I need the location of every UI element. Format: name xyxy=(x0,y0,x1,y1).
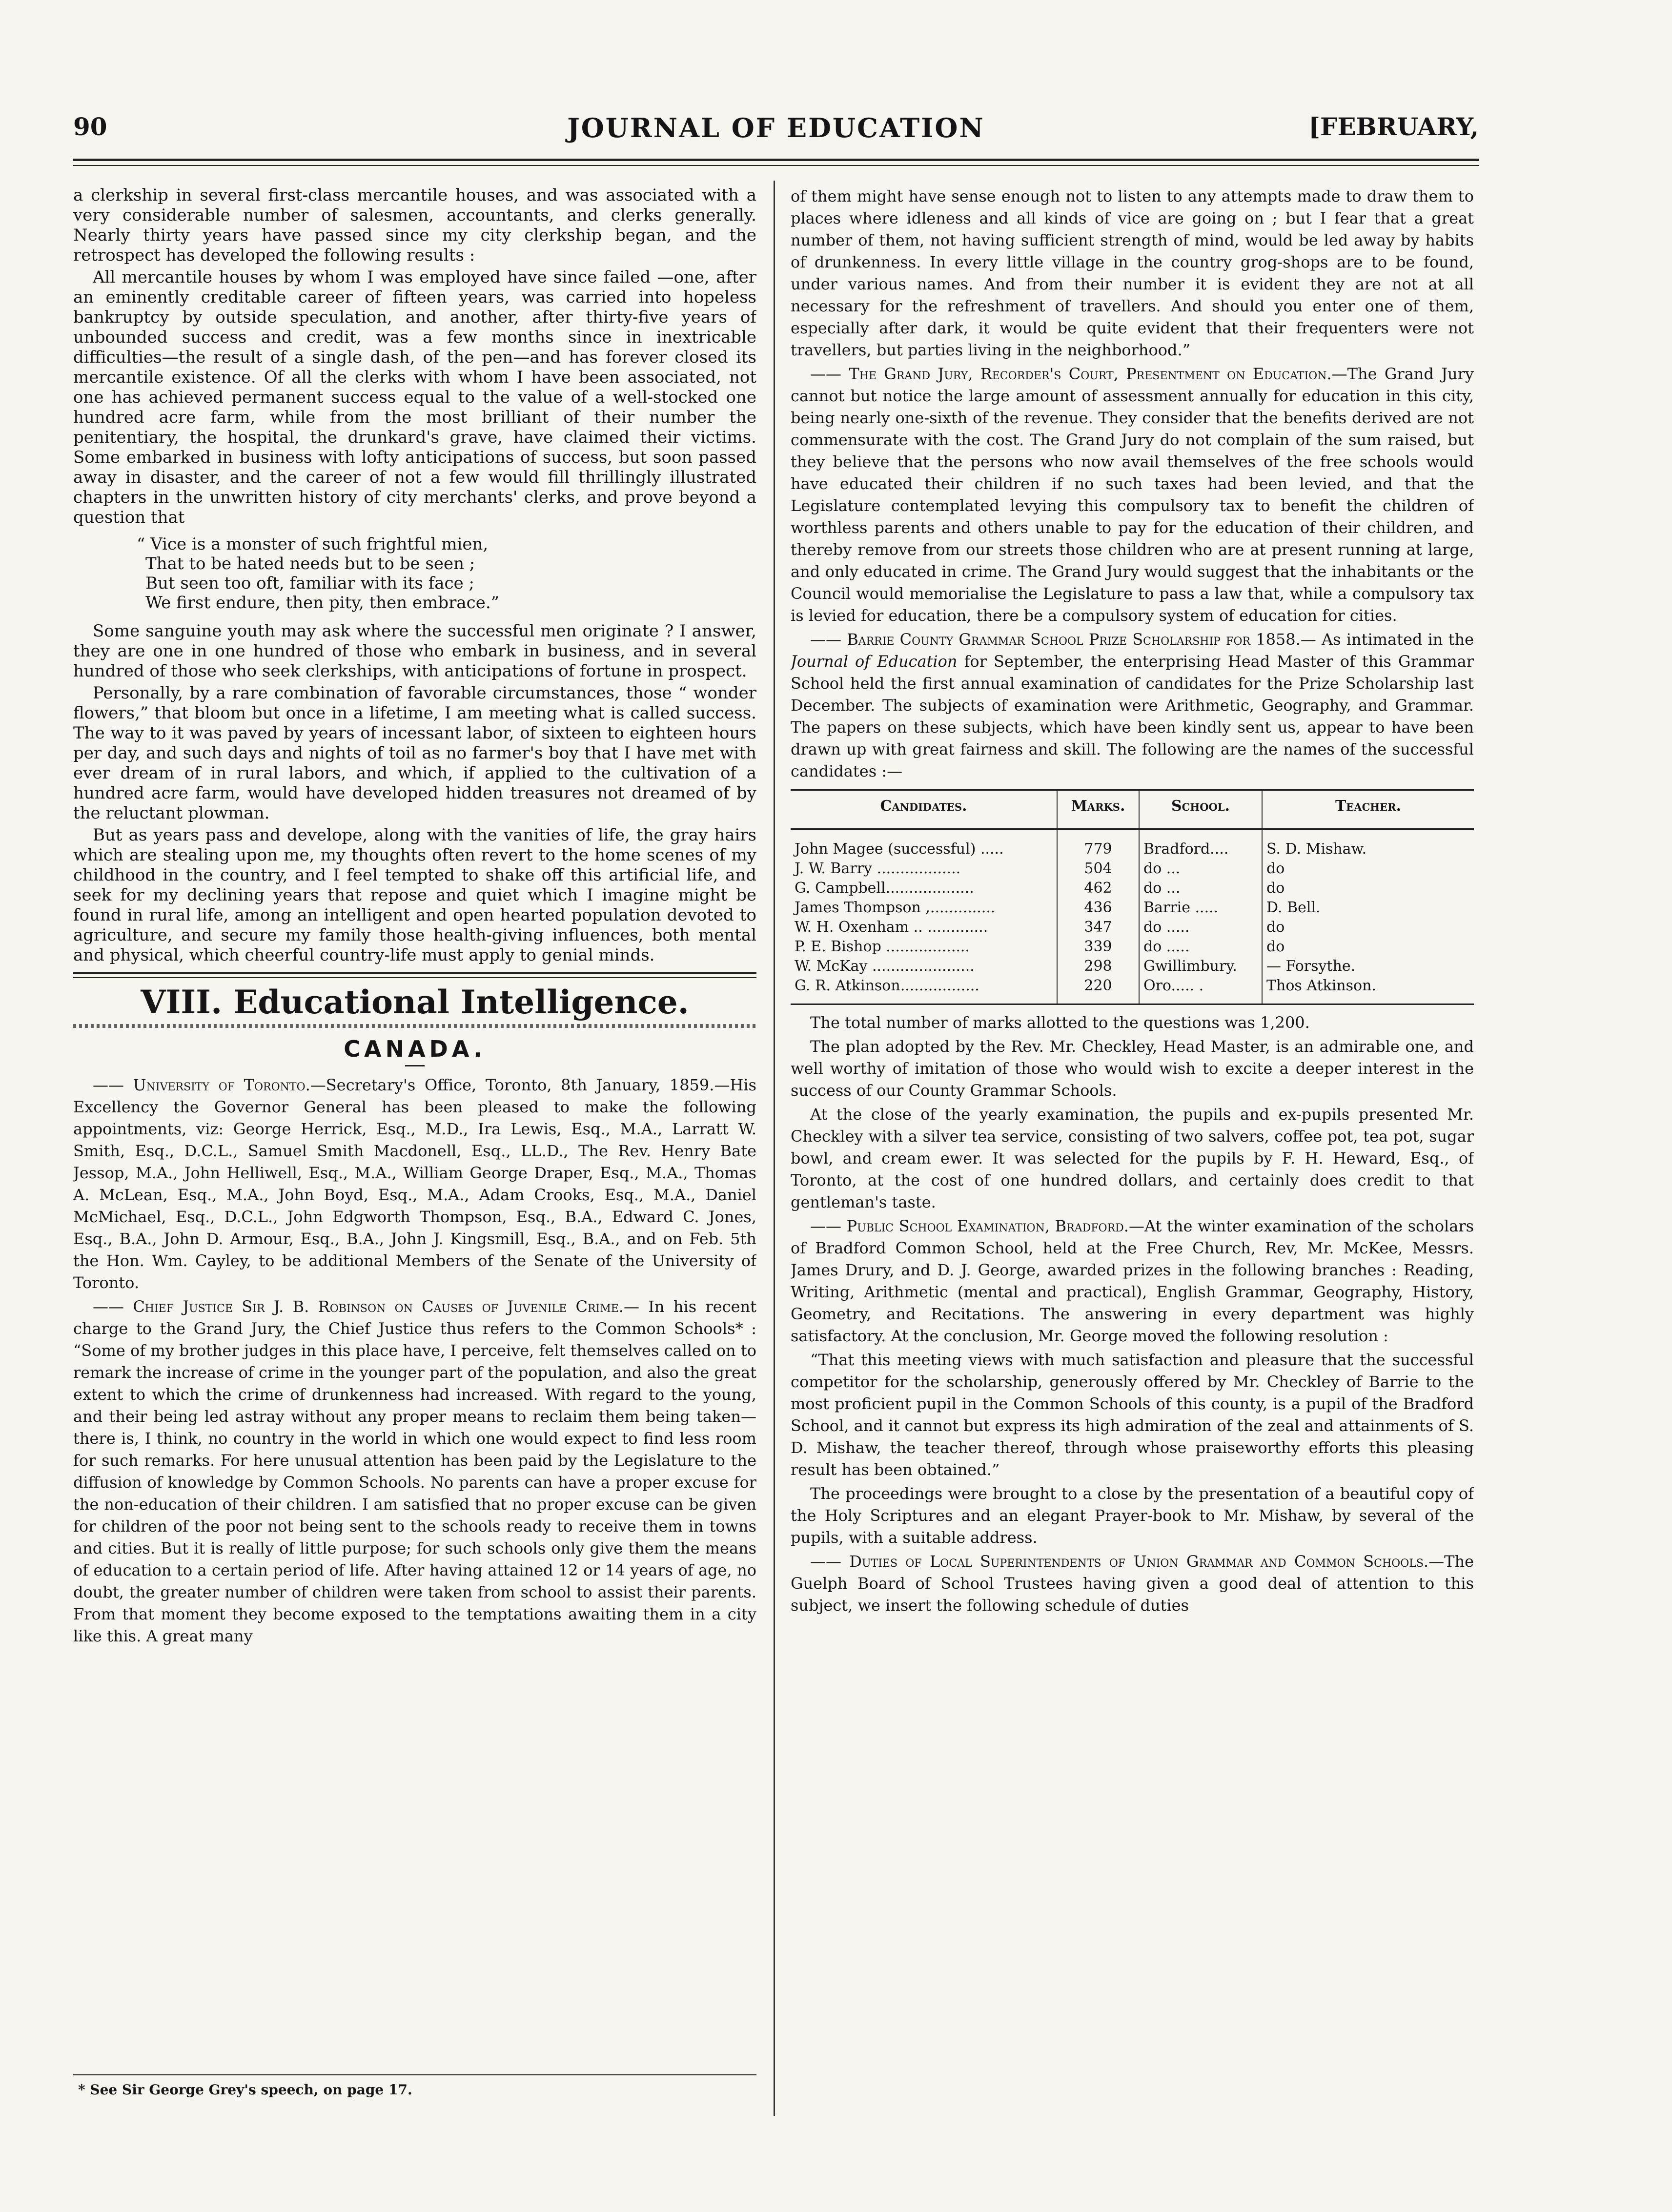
resolution-quote: “That this meeting views with much satisfaction and pleasure that the successful competitor for the scholarship, generously offered by Mr. Checkley of Barrie to the most proficient pupil in the Common Schools of this county, is a pupil of the Bradford School, and it cannot but express its high admiration of the zeal and attainments of S. D. Mishaw, the teacher thereof, through whose praiseworthy efforts this pleasing result has been obtained.” xyxy=(791,1351,1474,1479)
poem-line: “ Vice is a monster of such frightful mien, xyxy=(137,534,489,554)
item-text: for September, the enterprising Head Master of this Grammar School held the first annual examination of candidates for the Prize Scholarship last December. The subjects of examination were Arithmetic, Geography, and Grammar. The papers on these subjects, which have been kindly sent us, appear to have been drawn up with great fairness and skill. The following are the names of the successful candidates :— xyxy=(791,652,1474,780)
column-separator xyxy=(774,181,775,2116)
canada-heading: CANADA. xyxy=(344,1036,486,1062)
poem-line: But seen too oft, familiar with its face ; xyxy=(145,573,474,593)
page-month: [FEBRUARY, xyxy=(1308,112,1479,141)
item-text: — In his recent charge to the Grand Jury, the Chief Justice thus refers to the Common Schools* : “Some of my brother judges in this place have, I perceive, felt themselves called on to remark the increase of crime in the younger part of the population, and also the great extent to which the crime of drunkenness had increased. With regard to the young, and their being led astray without any proper means to reclaim them being taken—there is, I think, no country in the world in which one would expect to find less room for such remarks. For here unusual attention has been paid by the Legislature to the diffusion of knowledge by Common Schools. No parents can have a proper excuse for the non-education of their children. I am satisfied that no proper excuse can be given for children of the poor not being sent to the schools ready to receive them in towns and cities. But it is really of little purpose; for such schools only give them the means of education to a certain period of life. After having attained 12 or 14 years of age, no doubt, the greater number of children were taken from school to assist their parents. From that moment they become exposed to the temptations awaiting them in a city like this. A great many xyxy=(73,1297,756,1645)
item-text: —The Guelph Board of School Trustees having given a good deal of attention to this subject, we insert the following schedule of duties xyxy=(791,1552,1474,1615)
table-row xyxy=(791,976,1474,1004)
table-cell: Thos Atkinson. xyxy=(1262,976,1474,1004)
table-row xyxy=(791,937,1474,957)
chief-justice-item xyxy=(73,1296,756,1647)
table-cell: W. McKay ...................... xyxy=(791,957,1057,976)
item-heading: —— Duties of Local Superintendents of Union Grammar and Common Schools. xyxy=(810,1552,1429,1571)
table-cell: 298 xyxy=(1057,957,1139,976)
item-text: —At the winter examination of the scholars of Bradford Common School, held at the Free Church, Rev, Mr. McKee, Messrs. James Drury, and D. J. George, awarded prizes in the following branches : Reading, Writing, Arithmetic (mental and practical), English Grammar, Geography, History, Geometry, and Recitations. The answering in every department was highly satisfactory. At the conclusion, Mr. George moved the following resolution : xyxy=(791,1217,1474,1345)
wavy-rule xyxy=(73,1024,756,1028)
column-header: Marks. xyxy=(1057,790,1139,829)
table-cell: 504 xyxy=(1057,859,1139,879)
paragraph: Some sanguine youth may ask where the successful men originate ? I answer, they are one in one hundred of those who embark in business, and in several hundred of those who seek clerkships, with anticipations of fortune in prospect. xyxy=(73,621,756,681)
table-cell: S. D. Mishaw. xyxy=(1266,840,1367,858)
table-cell: do xyxy=(1266,938,1285,955)
journal-title: JOURNAL OF EDUCATION xyxy=(567,112,985,143)
poem-line: That to be hated needs but to be seen ; xyxy=(145,554,475,573)
candidates-table xyxy=(791,789,1474,1005)
table-cell: P. E. Bishop .................. xyxy=(791,937,1057,957)
item-text: —The Grand Jury cannot but notice the large amount of assessment annually for education in this city, being nearly one-sixth of the revenue. They consider that the benefits derived are not commensurate with the cost. The Grand Jury do not complain of the sum raised, but they believe that the persons who now avail themselves of the free schools would have educated their children if no such taxes had been levied, and that the Legislature contemplated levying this compulsory tax to benefit the children of worthless parents and others unable to pay for the education of their children, and thereby remove from our streets those children who are at present running at large, and only educated in crime. The Grand Jury would suggest that the inhabitants or the Council would memorialise the Legislature to pass a law that, while a compulsory tax is levied for education, there be a compulsory system of education for cities. xyxy=(791,365,1474,625)
table-cell: do ... xyxy=(1139,859,1262,879)
table-cell: do ..... xyxy=(1139,937,1262,957)
paragraph: At the close of the yearly examination, the pupils and ex-pupils presented Mr. Checkley with a silver tea service, consisting of two salvers, coffee pot, tea pot, sugar bowl, and cream ewer. It was selected for the pupils by F. H. Heward, Esq., of Toronto, at the cost of one hundred dollars, and certainly does credit to that gentleman's taste. xyxy=(791,1105,1474,1211)
duties-item xyxy=(791,1551,1474,1617)
journal-page xyxy=(73,112,1479,2118)
paragraph: of them might have sense enough not to listen to any attempts made to draw them to places where idleness and all kinds of vice are going on ; but I fear that a great number of them, not having sufficient strength of mind, would be led away by habits of drunkenness. In every little village in the country grog-shops are to be found, under various names. And from their number it is evident they are not at all necessary for the refreshment of travellers. And should you enter one of them, especially after dark, it would be quite evident that their frequenters were not travellers, but parties living in the neighborhood.” xyxy=(791,187,1474,359)
footnote: * See Sir George Grey's speech, on page 17. xyxy=(78,2082,412,2098)
short-rule xyxy=(405,1065,425,1066)
table-cell: G. R. Atkinson................. xyxy=(791,976,1057,1004)
table-row xyxy=(791,829,1474,860)
left-column xyxy=(73,185,756,2118)
item-heading: —— Chief Justice Sir J. B. Robinson on Causes of Juvenile Crime. xyxy=(93,1297,624,1316)
right-column xyxy=(791,185,1474,2118)
item-text: — As intimated in the xyxy=(1300,630,1474,649)
page-header xyxy=(73,112,1479,151)
item-heading: —— Barrie County Grammar School Prize Scholarship for 1858. xyxy=(810,630,1301,649)
table-cell: 779 xyxy=(1057,829,1139,860)
public-school-item xyxy=(791,1215,1474,1347)
table-cell: do xyxy=(1266,880,1285,897)
paragraph: Personally, by a rare combination of favorable circumstances, those “ wonder flowers,” that bloom but once in a lifetime, I am meeting what is called success. The way to it was paved by years of incessant labor, of sixteen to eighteen hours per day, and such days and nights of toil as no farmer's boy that I have met with ever dream of in rural labors, and which, if applied to the cultivation of a hundred acre farm, would have developed hidden treasures not dreamed of by the reluctant plowman. xyxy=(73,683,756,823)
table-cell: J. W. Barry .................. xyxy=(791,859,1057,879)
table-row xyxy=(791,859,1474,879)
table-row xyxy=(791,898,1474,918)
table-cell: do xyxy=(1266,860,1285,877)
table-cell: — Forsythe. xyxy=(1266,958,1356,975)
paragraph: But as years pass and develope, along with the vanities of life, the gray hairs which are stealing upon me, my thoughts often revert to the home scenes of my childhood in the country, and I feel tempted to shake off this artificial life, and seek for my declining years that repose and quiet which I imagine might be found in rural life, among an intelligent and open hearted population devoted to agriculture, and secure my family those health-giving influences, both mental and physical, which cheerful country-life must apply to genial minds. xyxy=(73,825,756,965)
table-cell: 347 xyxy=(1057,918,1139,937)
table-cell: James Thompson ,.............. xyxy=(791,898,1057,918)
section-title: VIII. Educational Intelligence. xyxy=(141,983,689,1021)
column-header: Teacher. xyxy=(1262,790,1474,829)
item-text: —Secretary's Office, Toronto, 8th January, 1859.—His Excellency the Governor General has been pleased to make the following appointments, viz: George Herrick, Esq., M.D., Ira Lewis, Esq., M.A., Larratt W. Smith, Esq., D.C.L., Samuel Smith Macdonell, Esq., LL.D., The Rev. Henry Bate Jessop, M.A., John Helliwell, Esq., M.A., William George Draper, Esq., M.A., Thomas A. McLean, Esq., M.A., John Boyd, Esq., M.A., Adam Crooks, Esq., M.A., Daniel McMichael, Esq., D.C.L., John Edgworth Thompson, Esq., B.A., Edward C. Jones, Esq., B.A., John D. Armour, Esq., B.A., John J. Kingsmill, Esq., B.A., and on Feb. 5th the Hon. Wm. Cayley, to be additional Members of the Senate of the University of Toronto. xyxy=(73,1076,756,1292)
paragraph: All mercantile houses by whom I was employed have since failed —one, after an eminently creditable career of fifteen years, was carried into hopeless bankruptcy by outside speculation, and another, after thirty-five years of unbounded success and credit, was a few months since in inextricable difficulties—the result of a single dash, of the pen—and has forever closed its mercantile existence. Of all the clerks with whom I have been associated, not one has achieved permanent success equal to the value of a well-stocked one hundred acre farm, while from the most brilliant of their number the penitentiary, the hospital, the drunkard's grave, have claimed their victims. Some embarked in business with lofty anticipations of success, but soon passed away in disaster, and the career of not a few would fill thrillingly illustrated chapters in the unwritten history of city merchants' clerks, and prove beyond a question that xyxy=(73,267,756,527)
table-cell: do xyxy=(1266,919,1285,936)
section-rule xyxy=(73,972,756,978)
header-rule xyxy=(73,159,1479,161)
column-header: School. xyxy=(1139,790,1262,829)
table-cell: G. Campbell................... xyxy=(791,879,1057,898)
table-cell: do ..... xyxy=(1139,918,1262,937)
table-row xyxy=(791,957,1474,976)
table-cell: John Magee (successful) ..... xyxy=(791,829,1057,860)
table-cell: Bradford.... xyxy=(1139,829,1262,860)
paragraph: a clerkship in several first-class mercantile houses, and was associated with a very considerable number of salesmen, accountants, and clerks generally. Nearly thirty years have passed since my city clerkship began, and the retrospect has developed the following results : xyxy=(73,185,756,265)
column-header: Candidates. xyxy=(791,790,1057,829)
barrie-item xyxy=(791,629,1474,782)
table-cell: Gwillimbury. xyxy=(1139,957,1262,976)
university-item xyxy=(73,1074,756,1294)
paragraph: The proceedings were brought to a close by the presentation of a beautiful copy of the Holy Scriptures and an elegant Prayer-book to Mr. Mishaw, by several of the pupils, with a suitable address. xyxy=(791,1484,1474,1547)
table-cell: D. Bell. xyxy=(1266,899,1321,916)
table-cell: 220 xyxy=(1057,976,1139,1004)
table-row xyxy=(791,918,1474,937)
grand-jury-item xyxy=(791,363,1474,627)
item-heading: —— Public School Examination, Bradford. xyxy=(810,1217,1129,1235)
item-heading: —— University of Toronto. xyxy=(93,1076,310,1094)
item-heading: —— The Grand Jury, Recorder's Court, Presentment on Education. xyxy=(810,365,1332,383)
paragraph: The total number of marks allotted to the questions was 1,200. xyxy=(810,1013,1310,1032)
table-row xyxy=(791,879,1474,898)
table-cell: 339 xyxy=(1057,937,1139,957)
table-cell: W. H. Oxenham .. ............. xyxy=(791,918,1057,937)
table-cell: 436 xyxy=(1057,898,1139,918)
poem-quote xyxy=(137,534,756,613)
header-rule-thin xyxy=(73,165,1479,166)
table-cell: Barrie ..... xyxy=(1139,898,1262,918)
page-number: 90 xyxy=(73,112,107,141)
table-cell: Oro..... . xyxy=(1139,976,1262,1004)
table-cell: 462 xyxy=(1057,879,1139,898)
clerkship-article xyxy=(73,185,756,965)
table-header-row xyxy=(791,790,1474,829)
poem-line: We first endure, then pity, then embrace.” xyxy=(145,593,500,613)
footnote-rule xyxy=(73,2074,756,2075)
journal-reference: Journal of Education xyxy=(791,652,958,671)
table-cell: do ... xyxy=(1139,879,1262,898)
paragraph: The plan adopted by the Rev. Mr. Checkley, Head Master, is an admirable one, and well worthy of imitation of those who would wish to excite a deeper interest in the success of our County Grammar Schools. xyxy=(791,1037,1474,1100)
